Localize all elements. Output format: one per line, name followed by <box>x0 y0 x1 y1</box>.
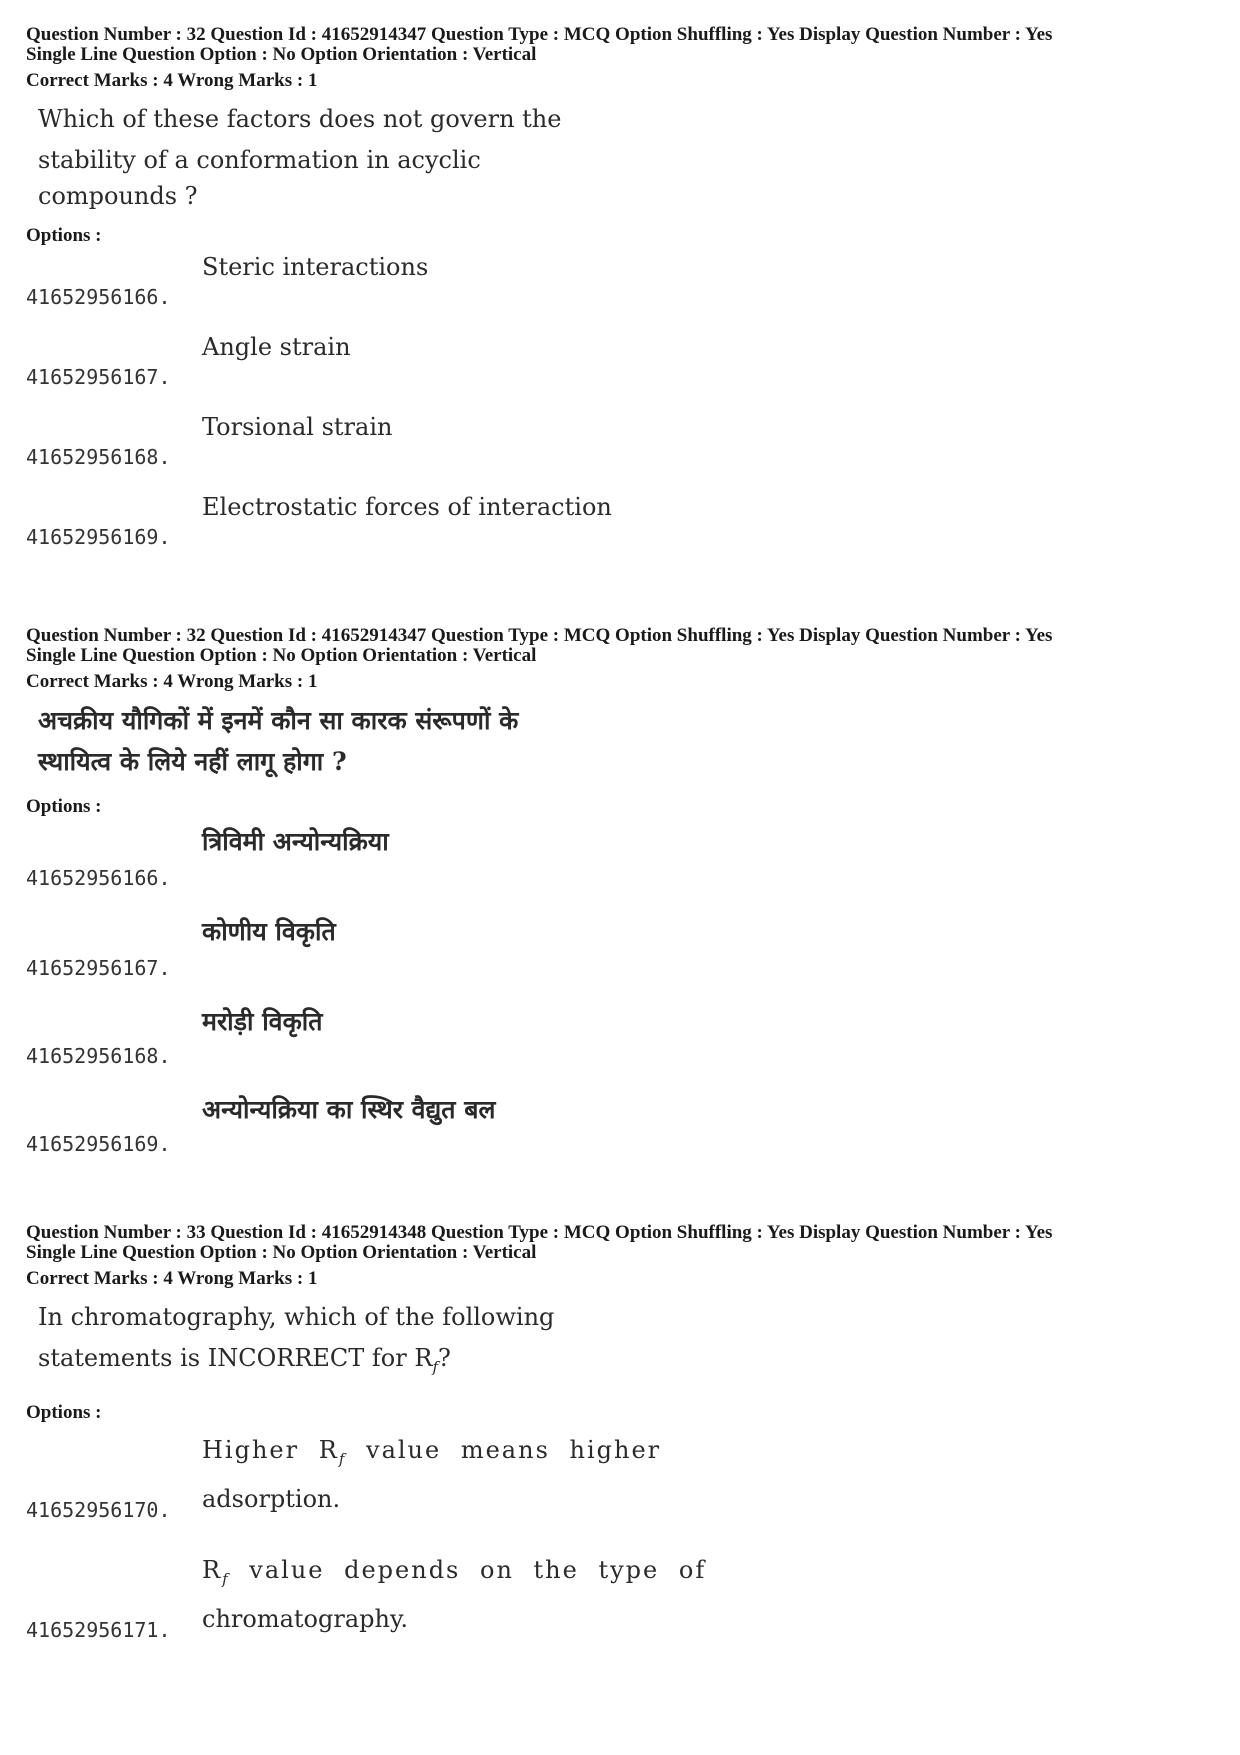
option-id: 41652956168. <box>26 1044 171 1068</box>
marks-line: Correct Marks : 4 Wrong Marks : 1 <box>26 671 318 692</box>
text-segment: R <box>202 1556 223 1584</box>
option-id: 41652956167. <box>26 365 171 389</box>
options-label: Options : <box>26 225 102 246</box>
question-text-line: स्थायित्व के लिये नहीं लागू होगा ? <box>38 747 347 776</box>
option-text: Electrostatic forces of interaction <box>202 493 612 521</box>
question-meta <box>26 626 1226 692</box>
option-text <box>202 1550 706 1639</box>
meta-line-2: Single Line Question Option : No Option Orientation : Vertical <box>26 1242 537 1263</box>
question-text-line: compounds ? <box>38 182 198 210</box>
option-text: त्रिविमी अन्योन्यक्रिया <box>202 827 389 856</box>
option-text-line <box>202 1430 661 1479</box>
option-text: Steric interactions <box>202 253 429 281</box>
question-text <box>38 1297 1226 1388</box>
marks-line: Correct Marks : 4 Wrong Marks : 1 <box>26 70 318 91</box>
option-id: 41652956166. <box>26 866 171 890</box>
marks-line: Correct Marks : 4 Wrong Marks : 1 <box>26 1268 318 1289</box>
option-text: अन्योन्यक्रिया का स्थिर वैद्युत बल <box>202 1095 496 1124</box>
option-item[interactable] <box>26 247 1226 327</box>
option-item[interactable] <box>26 487 1226 567</box>
option-id: 41652956169. <box>26 525 171 549</box>
text-segment: Higher R <box>202 1436 339 1464</box>
option-id: 41652956166. <box>26 285 171 309</box>
option-text: Angle strain <box>202 333 351 361</box>
meta-line-2: Single Line Question Option : No Option Orientation : Vertical <box>26 44 537 65</box>
option-item[interactable] <box>26 818 1226 908</box>
option-id: 41652956171. <box>26 1618 171 1642</box>
option-text: कोणीय विकृति <box>202 917 336 946</box>
question-meta <box>26 1223 1226 1289</box>
option-item[interactable] <box>26 1544 1226 1664</box>
option-text-line <box>202 1550 706 1599</box>
option-item[interactable] <box>26 327 1226 407</box>
question-text-line: stability of a conformation in acyclic <box>38 146 481 174</box>
option-item[interactable] <box>26 1424 1226 1544</box>
option-text-line: chromatography. <box>202 1605 408 1633</box>
option-item[interactable] <box>26 998 1226 1086</box>
question-text-line: अचक्रीय यौगिकों में इनमें कौन सा कारक संरूपणों के <box>38 706 519 735</box>
options-list <box>26 818 1226 1174</box>
option-item[interactable] <box>26 407 1226 487</box>
meta-line-1: Question Number : 33 Question Id : 41652914348 Question Type : MCQ Option Shuffling : Yes Display Question Number : Yes <box>26 1222 1053 1243</box>
option-text <box>202 1430 661 1519</box>
option-id: 41652956170. <box>26 1498 171 1522</box>
option-id: 41652956167. <box>26 956 171 980</box>
options-list <box>26 1424 1226 1664</box>
subscript: f <box>432 1358 438 1376</box>
options-list <box>26 247 1226 567</box>
text-segment: value means higher <box>346 1436 662 1464</box>
meta-line-2: Single Line Question Option : No Option Orientation : Vertical <box>26 645 537 666</box>
question-block-32-en <box>26 25 1226 567</box>
options-label: Options : <box>26 1402 102 1423</box>
subscript: f <box>222 1570 230 1588</box>
question-text <box>38 700 1226 782</box>
text-segment: value depends on the type of <box>229 1556 707 1584</box>
question-text-line: Which of these factors does not govern the <box>38 105 562 133</box>
meta-line-1: Question Number : 32 Question Id : 41652914347 Question Type : MCQ Option Shuffling : Yes Display Question Number : Yes <box>26 24 1053 45</box>
option-text: मरोड़ी विकृति <box>202 1007 323 1036</box>
option-text-line: adsorption. <box>202 1485 341 1513</box>
question-block-33 <box>26 1223 1226 1664</box>
meta-line-1: Question Number : 32 Question Id : 41652914347 Question Type : MCQ Option Shuffling : Yes Display Question Number : Yes <box>26 625 1053 646</box>
question-text <box>38 99 1226 211</box>
option-text: Torsional strain <box>202 413 393 441</box>
question-block-32-hi <box>26 626 1226 1174</box>
option-id: 41652956169. <box>26 1132 171 1156</box>
text-segment: ? <box>438 1344 451 1372</box>
option-id: 41652956168. <box>26 445 171 469</box>
subscript: f <box>338 1450 347 1468</box>
question-text-line: In chromatography, which of the following <box>38 1303 555 1331</box>
question-meta <box>26 25 1226 91</box>
option-item[interactable] <box>26 1086 1226 1174</box>
text-segment: statements is INCORRECT for R <box>38 1344 433 1372</box>
question-text-line <box>38 1338 1226 1388</box>
option-item[interactable] <box>26 908 1226 998</box>
options-label: Options : <box>26 796 102 817</box>
